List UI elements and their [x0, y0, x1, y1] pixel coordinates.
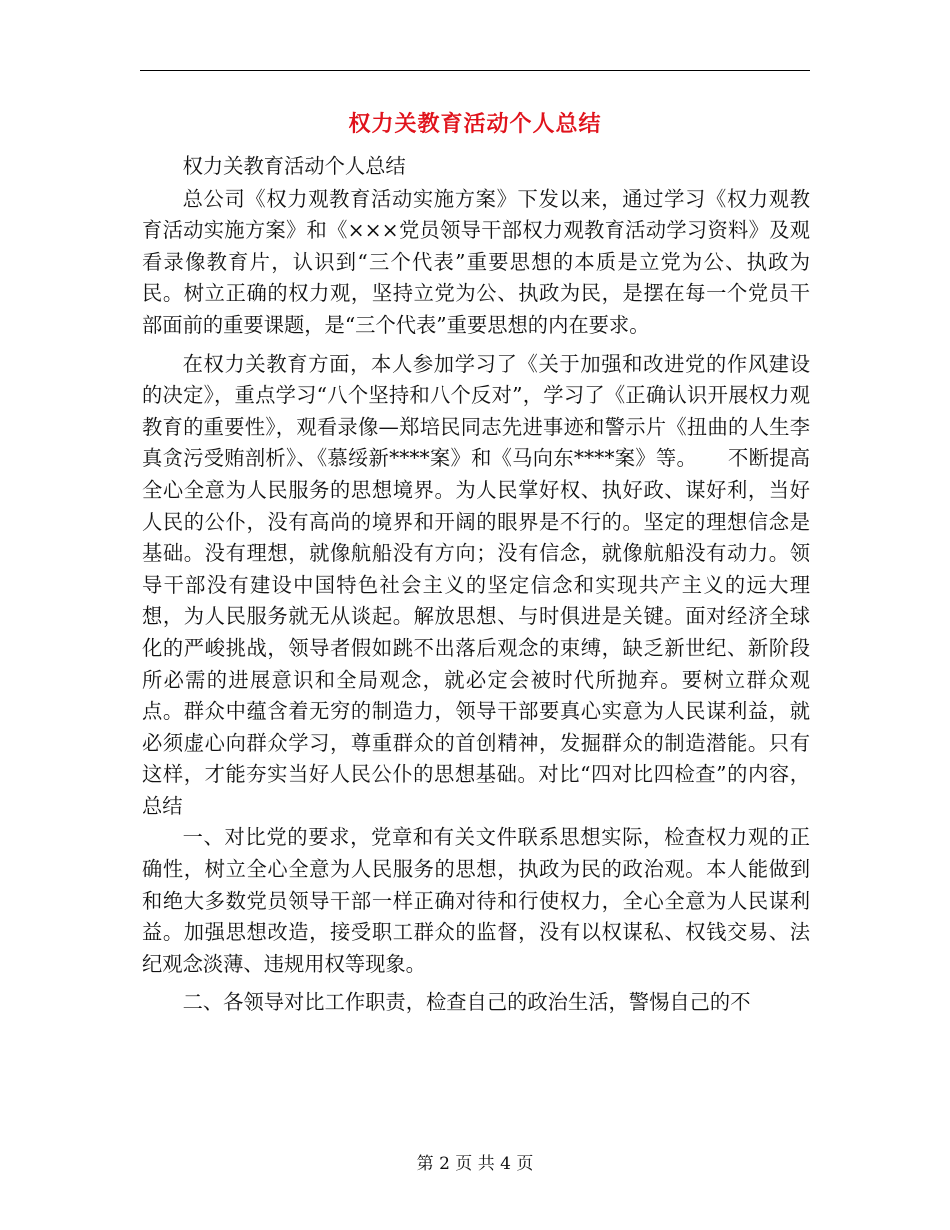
document-body: [142, 151, 810, 1019]
body-paragraph: 在权力关教育方面，本人参加学习了《关于加强和改进党的作风建设的决定》，重点学习“八个坚持和八个反对”，学习了《正确认识开展权力观教育的重要性》，观看录像—郑培民同志先进事迹和警示片《扭曲的人生李真贪污受贿剖析》、《慕绥新****案》和《马向东****案》等。 不断提高全心全意为人民服务的思想境界。为人民掌好权、执好政、谋好利，当好人民的公仆，没有高尚的境界和开阔的眼界是不行的。坚定的理想信念是基础。没有理想，就像航船没有方向；没有信念，就像航船没有动力。领导干部没有建设中国特色社会主义的坚定信念和实现共产主义的远大理想，为人民服务就无从谈起。解放思想、与时俱进是关键。面对经济全球化的严峻挑战，领导者假如跳不出落后观念的束缚，缺乏新世纪、新阶段所必需的进展意识和全局观念，就必定会被时代所抛弃。要树立群众观点。群众中蕴含着无穷的制造力，领导干部要真心实意为人民谋利益，就必须虚心向群众学习，尊重群众的首创精神，发掘群众的制造潜能。只有这样，才能夯实当好人民公仆的思想基础。对比“四对比四检查”的内容，总结: [142, 351, 810, 818]
page-footer: 第 2 页 共 4 页: [416, 1154, 534, 1174]
body-paragraph: 二、各领导对比工作职责，检查自己的政治生活，警惕自己的不: [182, 990, 751, 1015]
document-title: 权力关教育活动个人总结: [348, 112, 602, 137]
body-paragraph: 一、对比党的要求，党章和有关文件联系思想实际，检查权力观的正确性，树立全心全意为人民服务的思想，执政为民的政治观。本人能做到和绝大多数党员领导干部一样正确对待和行使权力，全心全意为人民谋利益。加强思想改造，接受职工群众的监督，没有以权谋私、权钱交易、法纪观念淡薄、违规用权等现象。: [142, 825, 810, 976]
header-rule: [140, 70, 810, 71]
document-subheading: 权力关教育活动个人总结: [182, 154, 406, 178]
body-paragraph: 总公司《权力观教育活动实施方案》下发以来，通过学习《权力观教育活动实施方案》和《×××党员领导干部权力观教育活动学习资料》及观看录像教育片，认识到“三个代表”重要思想的本质是立党为公、执政为民。树立正确的权力观，坚持立党为公、执政为民，是摆在每一个党员干部面前的重要课题，是“三个代表”重要思想的内在要求。: [142, 186, 810, 337]
